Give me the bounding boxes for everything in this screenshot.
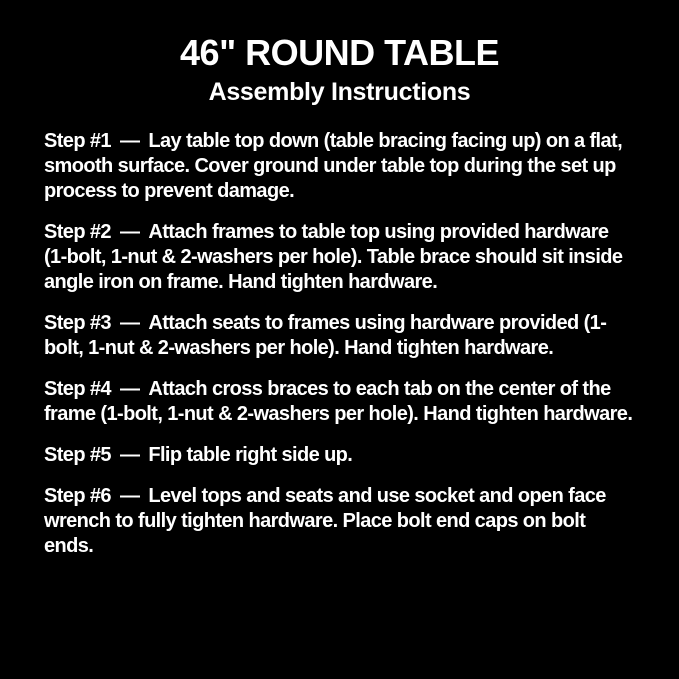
em-dash: — xyxy=(119,485,140,507)
step-label: Step #3 xyxy=(44,312,111,334)
step-item xyxy=(44,311,635,361)
step-text: Lay table top down (table bracing facing up) on a flat, smooth surface. Cover ground under table top during the set up process to prevent damage. xyxy=(44,130,623,202)
em-dash: — xyxy=(119,378,140,400)
em-dash: — xyxy=(119,312,140,334)
step-label: Step #2 xyxy=(44,221,111,243)
em-dash: — xyxy=(119,130,140,152)
step-item xyxy=(44,377,635,427)
step-text: Level tops and seats and use socket and open face wrench to fully tighten hardware. Place bolt end caps on bolt ends. xyxy=(44,485,606,557)
em-dash: — xyxy=(119,221,140,243)
steps-list xyxy=(44,129,635,559)
step-label: Step #1 xyxy=(44,130,111,152)
step-text: Attach frames to table top using provided hardware (1-bolt, 1-nut & 2-washers per hole). Table brace should sit inside angle iron on frame. Hand tighten hardware. xyxy=(44,221,623,293)
step-item xyxy=(44,484,635,559)
page-subtitle: Assembly Instructions xyxy=(208,78,471,106)
page-title: 46" ROUND TABLE xyxy=(180,32,499,73)
step-label: Step #5 xyxy=(44,444,111,466)
em-dash: — xyxy=(119,444,140,466)
step-item xyxy=(44,443,635,468)
step-item xyxy=(44,220,635,295)
step-text: Attach cross braces to each tab on the center of the frame (1-bolt, 1-nut & 2-washers per hole). Hand tighten hardware. xyxy=(44,378,633,425)
step-item xyxy=(44,129,635,204)
step-text: Attach seats to frames using hardware provided (1-bolt, 1-nut & 2-washers per hole). Hand tighten hardware. xyxy=(44,312,607,359)
step-text: Flip table right side up. xyxy=(148,444,353,466)
step-label: Step #6 xyxy=(44,485,111,507)
step-label: Step #4 xyxy=(44,378,111,400)
